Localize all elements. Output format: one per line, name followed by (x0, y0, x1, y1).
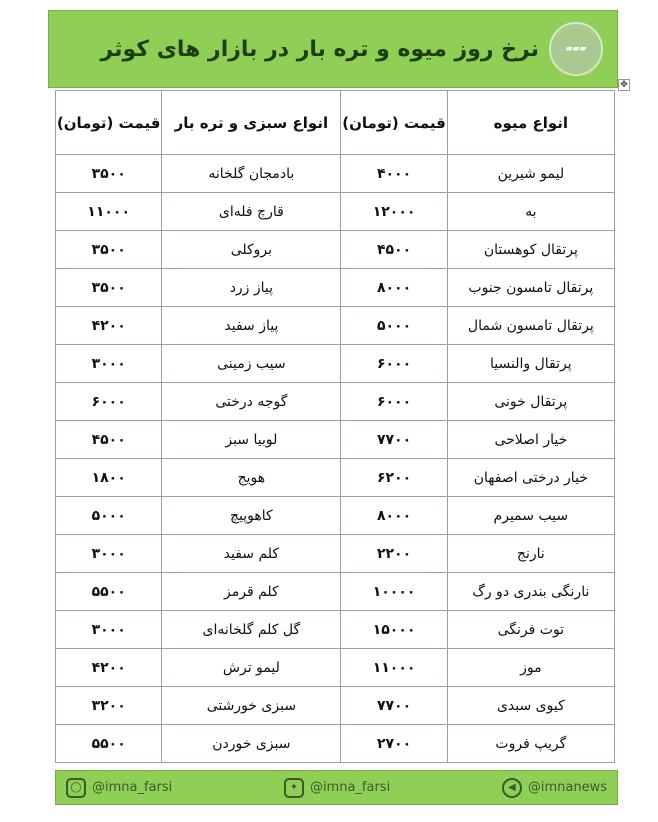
fruit-name: به (447, 193, 614, 231)
table-row (56, 459, 615, 497)
fruit-name: پرتقال والنسیا (447, 345, 614, 383)
vegetable-name: لوبیا سبز (162, 421, 341, 459)
social-footer (55, 770, 618, 805)
vegetable-price: ۳۲۰۰ (56, 687, 162, 725)
vegetable-price: ۴۲۰۰ (56, 307, 162, 345)
fruit-name: خیار درختی اصفهان (447, 459, 614, 497)
vegetable-price: ۳۵۰۰ (56, 269, 162, 307)
vegetable-name: گوجه درختی (162, 383, 341, 421)
fruit-price: ۲۷۰۰ (341, 725, 447, 763)
fruit-name: کیوی سبدی (447, 687, 614, 725)
vegetable-name: لیمو ترش (162, 649, 341, 687)
instagram-handle[interactable]: ◯ @imna_farsi (66, 778, 172, 798)
fruit-price: ۱۱۰۰۰ (341, 649, 447, 687)
fruit-price: ۲۲۰۰ (341, 535, 447, 573)
vegetable-name: سبزی خورشتی (162, 687, 341, 725)
table-row (56, 345, 615, 383)
telegram-handle[interactable]: ◀ @imnanews (502, 778, 607, 798)
vegetable-price: ۵۵۰۰ (56, 725, 162, 763)
header-price-vegetable: قیمت (تومان) (56, 91, 162, 155)
fruit-name: پرتقال خونی (447, 383, 614, 421)
twitter-handle[interactable]: ✦ @imna_farsi (284, 778, 390, 798)
fruit-name: لیمو شیرین (447, 155, 614, 193)
fruit-price: ۴۰۰۰ (341, 155, 447, 193)
fruit-name: توت فرنگی (447, 611, 614, 649)
table-row (56, 421, 615, 459)
table-row (56, 269, 615, 307)
fruit-price: ۱۲۰۰۰ (341, 193, 447, 231)
table-row (56, 307, 615, 345)
table-row (56, 383, 615, 421)
vegetable-name: سیب زمینی (162, 345, 341, 383)
fruit-name: نارنج (447, 535, 614, 573)
vegetable-price: ۳۵۰۰ (56, 231, 162, 269)
vegetable-price: ۳۵۰۰ (56, 155, 162, 193)
fruit-name: خیار اصلاحی (447, 421, 614, 459)
fruit-name: نارنگی بندری دو رگ (447, 573, 614, 611)
vegetable-name: بادمجان گلخانه (162, 155, 341, 193)
vegetable-price: ۱۸۰۰ (56, 459, 162, 497)
table-row (56, 193, 615, 231)
price-table (55, 90, 615, 763)
fruit-name: سیب سمیرم (447, 497, 614, 535)
fruit-price: ۷۷۰۰ (341, 687, 447, 725)
header-vegetable: انواع سبزی و تره بار (162, 91, 341, 155)
table-row (56, 573, 615, 611)
vegetable-price: ۳۰۰۰ (56, 535, 162, 573)
fruit-price: ۴۵۰۰ (341, 231, 447, 269)
table-row (56, 611, 615, 649)
fruit-price: ۵۰۰۰ (341, 307, 447, 345)
fruit-price: ۶۰۰۰ (341, 383, 447, 421)
vegetable-name: بروکلی (162, 231, 341, 269)
vegetable-name: سبزی خوردن (162, 725, 341, 763)
table-row (56, 497, 615, 535)
vegetable-price: ۱۱۰۰۰ (56, 193, 162, 231)
vegetable-name: گل کلم گلخانه‌ای (162, 611, 341, 649)
table-header-row (56, 91, 615, 155)
vegetable-price: ۵۰۰۰ (56, 497, 162, 535)
vegetable-name: کاهوپیچ (162, 497, 341, 535)
twitter-icon: ✦ (284, 778, 304, 798)
table-row (56, 687, 615, 725)
vegetable-price: ۵۵۰۰ (56, 573, 162, 611)
vegetable-name: کلم قرمز (162, 573, 341, 611)
instagram-icon: ◯ (66, 778, 86, 798)
vegetable-price: ۳۰۰۰ (56, 611, 162, 649)
fruit-price: ۸۰۰۰ (341, 497, 447, 535)
fruit-price: ۸۰۰۰ (341, 269, 447, 307)
fruit-name: گریپ فروت (447, 725, 614, 763)
title-banner (48, 10, 618, 88)
fruit-price: ۶۲۰۰ (341, 459, 447, 497)
fruit-price: ۷۷۰۰ (341, 421, 447, 459)
fruit-price: ۱۰۰۰۰ (341, 573, 447, 611)
page-title: نرخ روز میوه و تره بار در بازار های کوثر (100, 36, 539, 62)
vegetable-name: قارچ فله‌ای (162, 193, 341, 231)
vegetable-price: ۶۰۰۰ (56, 383, 162, 421)
table-row (56, 725, 615, 763)
vegetable-price: ۴۵۰۰ (56, 421, 162, 459)
table-move-handle-icon[interactable]: ✥ (618, 79, 630, 91)
fruit-name: موز (447, 649, 614, 687)
table-row (56, 535, 615, 573)
vegetable-price: ۴۲۰۰ (56, 649, 162, 687)
header-fruit: انواع میوه (447, 91, 614, 155)
table-row (56, 155, 615, 193)
vegetable-name: پیاز سفید (162, 307, 341, 345)
vegetable-name: هویج (162, 459, 341, 497)
fruit-price: ۱۵۰۰۰ (341, 611, 447, 649)
vegetable-price: ۳۰۰۰ (56, 345, 162, 383)
imna-logo: ▰▰▰ (549, 22, 603, 76)
header-price-fruit: قیمت (تومان) (341, 91, 447, 155)
vegetable-name: کلم سفید (162, 535, 341, 573)
telegram-icon: ◀ (502, 778, 522, 798)
fruit-name: پرتقال تامسون جنوب (447, 269, 614, 307)
fruit-name: پرتقال تامسون شمال (447, 307, 614, 345)
vegetable-name: پیاز زرد (162, 269, 341, 307)
fruit-name: پرتقال کوهستان (447, 231, 614, 269)
fruit-price: ۶۰۰۰ (341, 345, 447, 383)
table-row (56, 231, 615, 269)
table-row (56, 649, 615, 687)
